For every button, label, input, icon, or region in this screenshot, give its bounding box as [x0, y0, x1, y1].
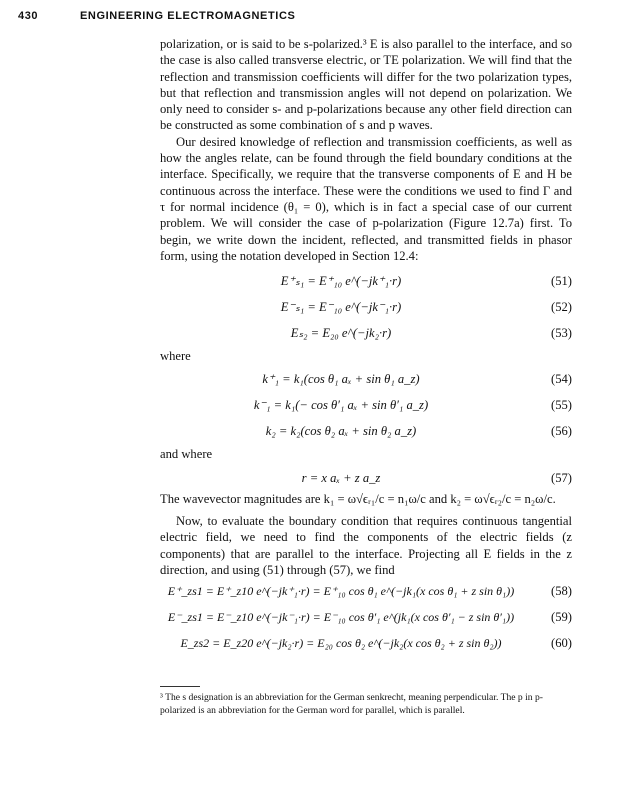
- page-number: 430: [18, 10, 39, 22]
- equation-math: E⁺ₛ₁ = E⁺₁₀ e^(−jk⁺₁·r): [280, 274, 402, 289]
- equation-number: (56): [551, 424, 572, 439]
- where-label: where: [160, 349, 191, 364]
- equation-number: (55): [551, 398, 572, 413]
- equation-57: [160, 465, 572, 491]
- equation-number: (60): [551, 636, 572, 651]
- equation-math: Eₛ₂ = E₂₀ e^(−jk₂·r): [290, 326, 392, 341]
- equation-number: (57): [551, 470, 572, 485]
- paragraph: Now, to evaluate the boundary condition that requires continuous tangential electric field, we need to find the components of the electric fields (z components) that are parallel to the interface. Projecting all E fields in the z direction, and using (51) through (57), we find: [160, 514, 572, 577]
- equation-number: (58): [551, 584, 572, 599]
- equation-number: (52): [551, 300, 572, 315]
- equation-59: [160, 604, 572, 630]
- equation-math: r = x aₓ + z a_z: [301, 470, 381, 485]
- paragraph: The wavevector magnitudes are k₁ = ω√ϵᵣ₁/c = n₁ω/c and k₂ = ω√ϵᵣ₂/c = n₂ω/c.: [160, 491, 556, 506]
- footnote-text: ³ The s designation is an abbreviation for the German senkrecht, meaning perpendicular. The p in p-polarized is an abbreviation for the German word for parallel, which is parallel.: [160, 692, 543, 716]
- equation-math: E⁻ₛ₁ = E⁻₁₀ e^(−jk⁻₁·r): [280, 300, 402, 315]
- equation-math: k₂ = k₂(cos θ₂ aₓ + sin θ₂ a_z): [265, 424, 417, 439]
- equation-60: [160, 630, 572, 656]
- equation-math: E_zs2 = E_z20 e^(−jk₂·r) = E₂₀ cos θ₂ e^(−jk₂(x cos θ₂ + z sin θ₂)): [180, 636, 502, 651]
- equation-54: [160, 366, 572, 392]
- equation-52: [160, 294, 572, 320]
- body-text: [160, 36, 572, 656]
- equation-math: E⁺_zs1 = E⁺_z10 e^(−jk⁺₁·r) = E⁺₁₀ cos θ₁ e^(−jk₁(x cos θ₁ + z sin θ₁)): [167, 584, 515, 599]
- equation-number: (51): [551, 274, 572, 289]
- equation-56: [160, 418, 572, 444]
- equation-number: (59): [551, 610, 572, 625]
- equation-number: (53): [551, 326, 572, 341]
- equation-math: E⁻_zs1 = E⁻_z10 e^(−jk⁻₁·r) = E⁻₁₀ cos θ′₁ e^(jk₁(x cos θ′₁ − z sin θ′₁)): [167, 610, 515, 625]
- equation-58: [160, 578, 572, 604]
- equation-51: [160, 268, 572, 294]
- paragraph: polarization, or is said to be s-polarized.³ E is also parallel to the interface, and so the case is also called transverse electric, or TE polarization. We will find that the reflection and transmission coefficients will differ for the two polarization types, but that reflection and transmission angles will not depend on polarization. We only need to consider s- and p-polarizations because any other field direction can be constructed as some combination of s and p waves.: [160, 37, 572, 133]
- running-header: [18, 10, 296, 22]
- paragraph: Our desired knowledge of reflection and transmission coefficients, as well as how the angles relate, can be found through the field boundary conditions at the interface. Specifically, we require that the transverse components of E and H be continuous across the interface. These were the conditions we used to find Γ and τ for normal incidence (θ₁ = 0), which is in fact a special case of our current problem. We will consider the case of p-polarization (Figure 12.7a) first. To begin, we write down the incident, reflected, and transmitted fields in phasor form, using the notation developed in Section 12.4:: [160, 134, 572, 263]
- equation-math: k⁺₁ = k₁(cos θ₁ aₓ + sin θ₁ a_z): [262, 372, 420, 387]
- footnote: [160, 686, 572, 717]
- footnote-rule: [160, 686, 200, 687]
- equation-number: (54): [551, 372, 572, 387]
- equation-53: [160, 320, 572, 346]
- equation-55: [160, 392, 572, 418]
- and-where-label: and where: [160, 447, 213, 462]
- running-title: ENGINEERING ELECTROMAGNETICS: [80, 10, 296, 22]
- equation-math: k⁻₁ = k₁(− cos θ′₁ aₓ + sin θ′₁ a_z): [253, 398, 429, 413]
